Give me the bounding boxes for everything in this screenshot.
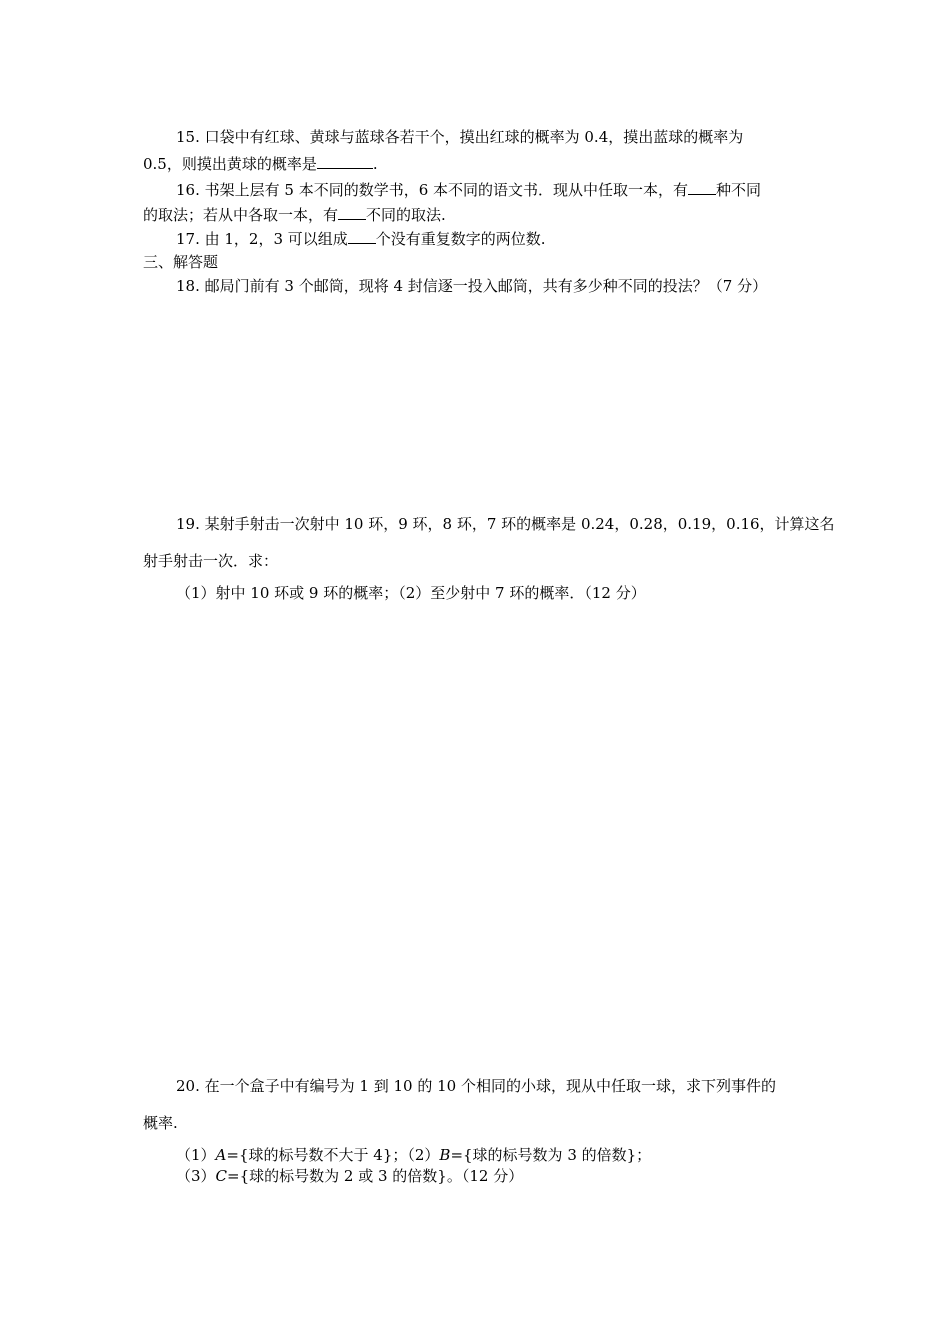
q16-line2 [143, 204, 446, 225]
q15-line1: 15. 口袋中有红球、黄球与蓝球各若干个，摸出红球的概率为 0.4，摸出蓝球的概率为 [176, 128, 744, 146]
q16-line1-end: 种不同 [716, 181, 762, 199]
q16-line2-text: 的取法；若从中各取一本，有 [143, 206, 339, 224]
q16-line1-text: 16. 书架上层有 5 本不同的数学书，6 本不同的语文书．现从中任取一本，有 [176, 181, 689, 199]
q17-text: 17. 由 1，2，3 可以组成 [176, 230, 348, 248]
q18-text: 18. 邮局门前有 3 个邮筒，现将 4 封信逐一投入邮筒，共有多少种不同的投法？（7 分） [176, 277, 768, 295]
q20-line1: 20. 在一个盒子中有编号为 1 到 10 的 10 个相同的小球，现从中任取一球，求下列事件的 [176, 1077, 776, 1095]
q20-part3-text: ={球的标号数为 2 或 3 的倍数}。（12 分） [227, 1167, 524, 1185]
q15-line2-end: . [372, 155, 378, 173]
q15-line2-text: 0.5，则摸出黄球的概率是 [143, 155, 317, 173]
q19-line1: 19. 某射手射击一次射中 10 环，9 环，8 环，7 环的概率是 0.24，0.28，0.19，0.16，计算这名 [176, 515, 835, 533]
section-title: 三、解答题 [143, 253, 219, 271]
q20-parts-1-2 [176, 1145, 651, 1165]
q16-line1 [176, 179, 761, 200]
q20-part3-label: （3） [176, 1167, 216, 1185]
q20-part-3 [176, 1166, 523, 1186]
q15-answer-blank [317, 153, 373, 169]
q20-part1-label: （1） [176, 1146, 216, 1164]
q20-event-c: C [215, 1167, 228, 1185]
q20-part2-text: ={球的标号数为 3 的倍数}； [450, 1146, 652, 1164]
q17-text-end: 个没有重复数字的两位数. [375, 230, 546, 248]
q16-answer-blank-2 [338, 204, 366, 220]
q16-answer-blank-1 [688, 179, 716, 195]
q17-line [176, 228, 546, 249]
q20-part1-text: ={球的标号数不大于 4}；（2） [226, 1146, 440, 1164]
q16-line2-end: 不同的取法. [366, 206, 446, 224]
q15-line2 [143, 153, 378, 174]
q17-answer-blank [348, 228, 376, 244]
q20-event-b: B [439, 1146, 451, 1164]
q20-line2: 概率. [143, 1114, 178, 1132]
q20-event-a: A [215, 1146, 227, 1164]
q19-line2: 射手射击一次．求： [143, 552, 279, 570]
q19-line3: （1）射中 10 环或 9 环的概率；（2）至少射中 7 环的概率．（12 分） [176, 584, 646, 602]
